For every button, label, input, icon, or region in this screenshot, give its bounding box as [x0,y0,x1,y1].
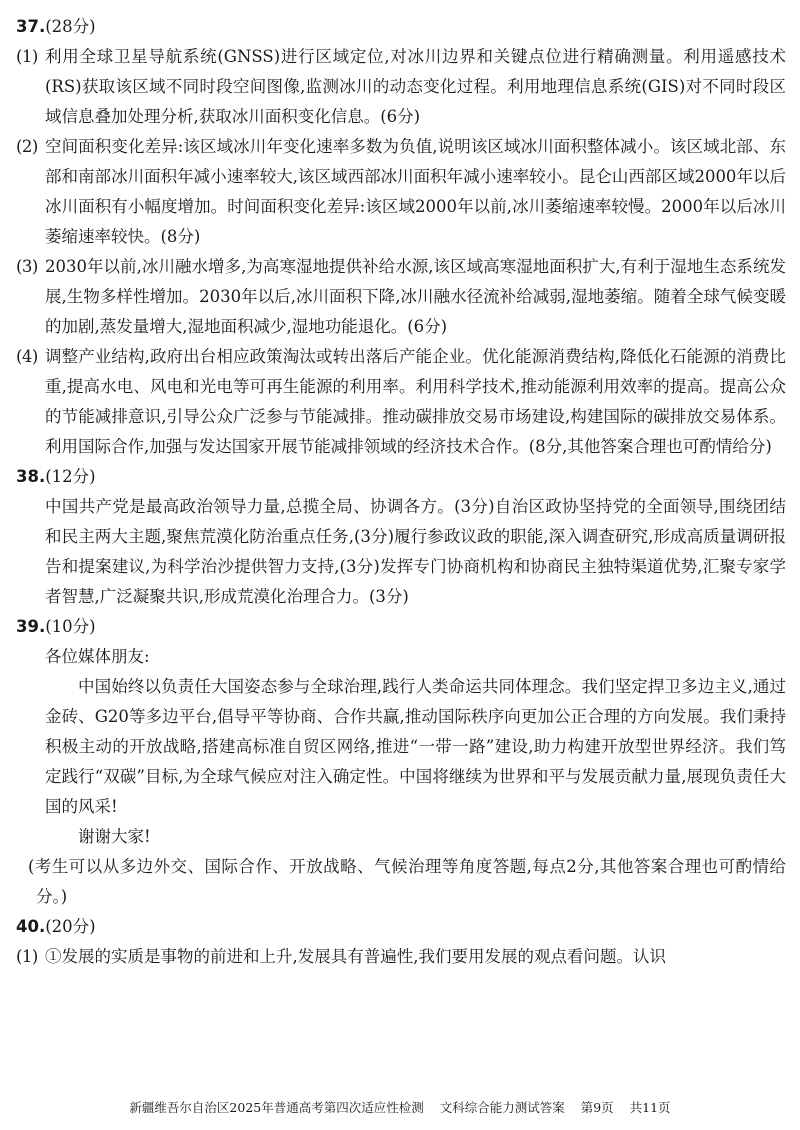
item-text: ①发展的实质是事物的前进和上升,发展具有普遍性,我们要用发展的观点看问题。认识 [45,947,666,966]
question-score: (12分) [45,467,96,486]
q37-item-1 [16,42,786,132]
q38-answer: 中国共产党是最高政治领导力量,总揽全局、协调各方。(3分)自治区政协坚持党的全面领导,围绕团结和民主两大主题,聚焦荒漠化防治重点任务,(3分)履行参政议政的职能,深入调查研究,形成高质量调研报告和提案建议,为科学治沙提供智力支持,(3分)发挥专门协商机构和协商民主独特渠道优势,汇聚专家学者智慧,广泛凝聚共识,形成荒漠化治理合力。(3分) [45,497,786,606]
footer-subject: 文科综合能力测试答案 [439,1100,565,1115]
question-score: (20分) [45,917,96,936]
question-40-header [16,912,786,942]
item-text: 2030年以前,冰川融水增多,为高寒湿地提供补给水源,该区域高寒湿地面积扩大,有利于湿地生态系统发展,生物多样性增加。2030年以后,冰川面积下降,冰川融水径流补给减弱,湿地萎缩。随着全球气候变暖的加剧,蒸发量增大,湿地面积减少,湿地功能退化。(6分) [45,257,786,336]
question-37-header [16,12,786,42]
item-text: 空间面积变化差异:该区域冰川年变化速率多数为负值,说明该区域冰川面积整体减小。该区域北部、东部和南部冰川面积年减小速率较大,该区域西部冰川面积年减小速率较小。昆仑山西部区域2000年以后冰川面积有小幅度增加。时间面积变化差异:该区域2000年以前,冰川萎缩速率较慢。2000年以后冰川萎缩速率较快。(8分) [45,137,786,246]
question-number: 37. [16,17,46,36]
question-score: (10分) [45,617,96,636]
item-label: (1) [16,47,38,66]
question-39-header [16,612,786,642]
question-number: 38. [16,467,46,486]
q39-body: 中国始终以负责任大国姿态参与全球治理,践行人类命运共同体理念。我们坚定捍卫多边主义,通过金砖、G20等多边平台,倡导平等协商、合作共赢,推动国际秩序向更加公正合理的方向发展。我们秉持积极主动的开放战略,搭建高标准自贸区网络,推进“一带一路”建设,助力构建开放型世界经济。我们笃定践行“双碳”目标,为全球气候应对注入确定性。中国将继续为世界和平与发展贡献力量,展现负责任大国的风采! [45,677,786,816]
item-text: 利用全球卫星导航系统(GNSS)进行区域定位,对冰川边界和关键点位进行精确测量。利用遥感技术(RS)获取该区域不同时段空间图像,监测冰川的动态变化过程。利用地理信息系统(GIS)对不同时段区域信息叠加处理分析,获取冰川面积变化信息。(6分) [45,47,786,126]
footer-total-pages: 共11页 [629,1100,671,1115]
item-label: (3) [16,257,38,276]
q39-closing: 谢谢大家! [78,827,151,846]
q40-item-1 [16,942,786,972]
q37-item-2 [16,132,786,252]
q39-scoring-note: (考生可以从多边外交、国际合作、开放战略、气候治理等角度答题,每点2分,其他答案合理也可酌情给分。) [28,857,786,906]
q37-item-4 [16,342,786,462]
question-score: (28分) [45,17,96,36]
q37-item-3 [16,252,786,342]
question-number: 39. [16,617,46,636]
question-number: 40. [16,917,46,936]
page-footer [0,1098,800,1118]
question-38-header [16,462,786,492]
footer-exam-title: 新疆维吾尔自治区2025年普通高考第四次适应性检测 [129,1100,424,1115]
item-label: (4) [16,347,38,366]
footer-page-number: 第9页 [580,1100,614,1115]
item-label: (2) [16,137,38,156]
q39-greeting: 各位媒体朋友: [45,647,150,666]
item-label: (1) [16,947,38,966]
item-text: 调整产业结构,政府出台相应政策淘汰或转出落后产能企业。优化能源消费结构,降低化石能源的消费比重,提高水电、风电和光电等可再生能源的利用率。利用科学技术,推动能源利用效率的提高。提高公众的节能减排意识,引导公众广泛参与节能减排。推动碳排放交易市场建设,构建国际的碳排放交易体系。利用国际合作,加强与发达国家开展节能减排领域的经济技术合作。(8分,其他答案合理也可酌情给分) [45,347,786,456]
